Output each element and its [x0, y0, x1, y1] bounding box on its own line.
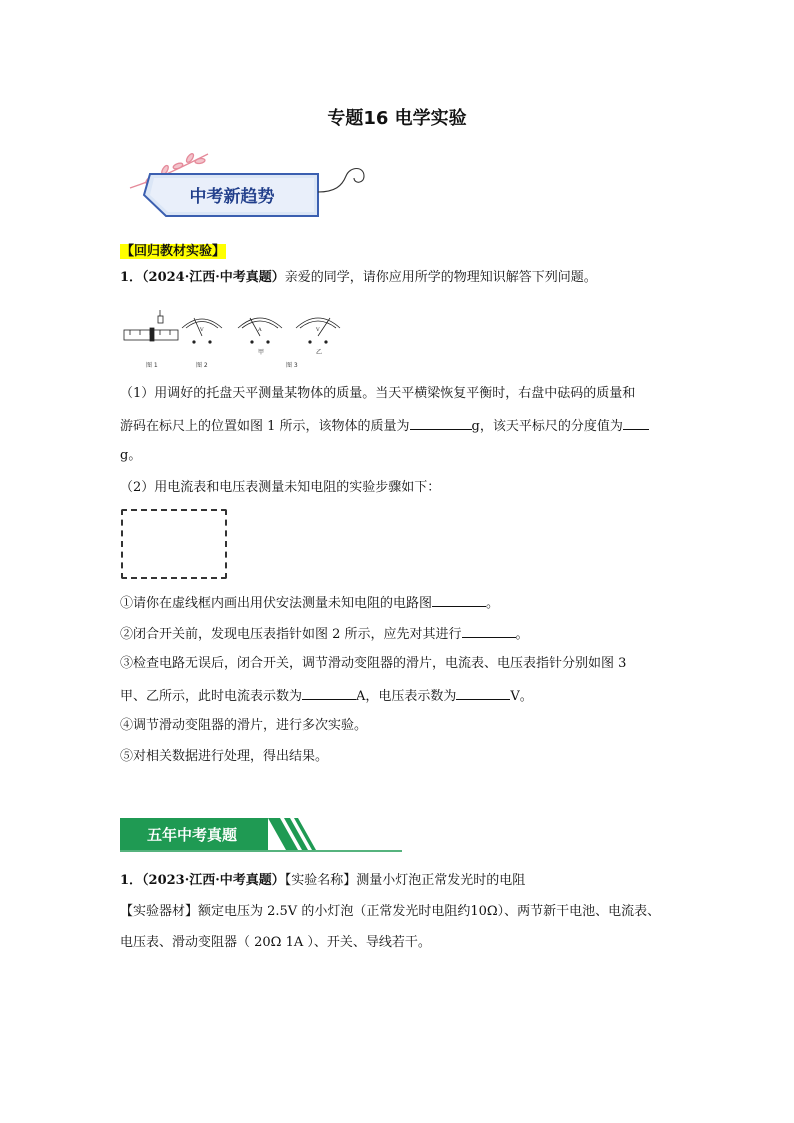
fig3-label: 图 3: [286, 362, 298, 369]
svg-text:V: V: [316, 327, 320, 333]
new-trend-banner: [120, 148, 370, 228]
q1-part2: （2）用电流表和电压表测量未知电阻的实验步骤如下：: [120, 480, 441, 495]
five-year-label: 五年中考真题: [146, 826, 238, 844]
svg-text:A: A: [258, 327, 262, 333]
balance-ruler-figure: [124, 310, 178, 341]
five-year-banner: [120, 816, 410, 856]
circuit-drawing-box[interactable]: [121, 509, 227, 579]
page-title: 专题16 电学实验: [327, 108, 467, 129]
q2-line3: 电压表、滑动变阻器（ 20Ω 1A ）、开关、导线若干。: [120, 935, 431, 950]
q1-step4: ④调节滑动变阻器的滑片，进行多次实验。: [120, 718, 368, 733]
fig1-label: 图 1: [146, 362, 158, 369]
ammeter-figure: [238, 318, 282, 343]
fig2-label: 图 2: [196, 362, 208, 369]
answer-blank-mass[interactable]: [410, 415, 472, 430]
voltmeter-figure: [182, 318, 222, 343]
q1-step3-line1: ③检查电路无误后，闭合开关，调节滑动变阻器的滑片，电流表、电压表指针分别如图 3: [120, 656, 627, 671]
q2-line2: 【实验器材】额定电压为 2.5V 的小灯泡（正常发光时电阻约10Ω）、两节新干电池、电流表、: [120, 904, 661, 919]
q1-step5: ⑤对相关数据进行处理，得出结果。: [120, 749, 329, 764]
q1-step2: ②闭合开关前，发现电压表指针如图 2 所示，应先对其进行 。: [120, 623, 529, 645]
voltmeter-figure-b: [296, 318, 340, 343]
q1-step3-line2: 甲、乙所示，此时电流表示数为 A，电压表示数为 V。: [120, 685, 533, 707]
fig3b-label: 乙: [316, 349, 323, 356]
section-tag: 【回归教材实验】: [121, 244, 226, 259]
q1-part1-line2: 游码在标尺上的位置如图 1 所示，该物体的质量为 g，该天平标尺的分度值为: [120, 415, 649, 437]
q1-part1-line3: g。: [120, 448, 142, 463]
q1-step1: ①请你在虚线框内画出用伏安法测量未知电阻的电路图 。: [120, 592, 499, 614]
answer-blank-voltage[interactable]: [456, 685, 510, 700]
svg-text:V: V: [200, 327, 204, 333]
answer-blank-current[interactable]: [302, 685, 356, 700]
q2-stem: 1．（2023·江西·中考真题）【实验名称】测量小灯泡正常发光时的电阻: [120, 873, 526, 888]
fig3a-label: 甲: [258, 349, 265, 356]
swirl-decoration-icon: [318, 169, 364, 193]
q1-stem: 1．（2024·江西·中考真题）亲爱的同学，请你应用所学的物理知识解答下列问题。: [120, 270, 597, 285]
new-trend-label: 中考新趋势: [189, 187, 275, 207]
q1-figures: [120, 308, 360, 368]
answer-blank-division[interactable]: [623, 415, 649, 430]
answer-blank-circuit[interactable]: [432, 592, 486, 607]
answer-blank-adjust[interactable]: [462, 623, 516, 638]
q1-part1-line1: （1）用调好的托盘天平测量某物体的质量。当天平横梁恢复平衡时，右盘中砝码的质量和: [120, 386, 636, 401]
